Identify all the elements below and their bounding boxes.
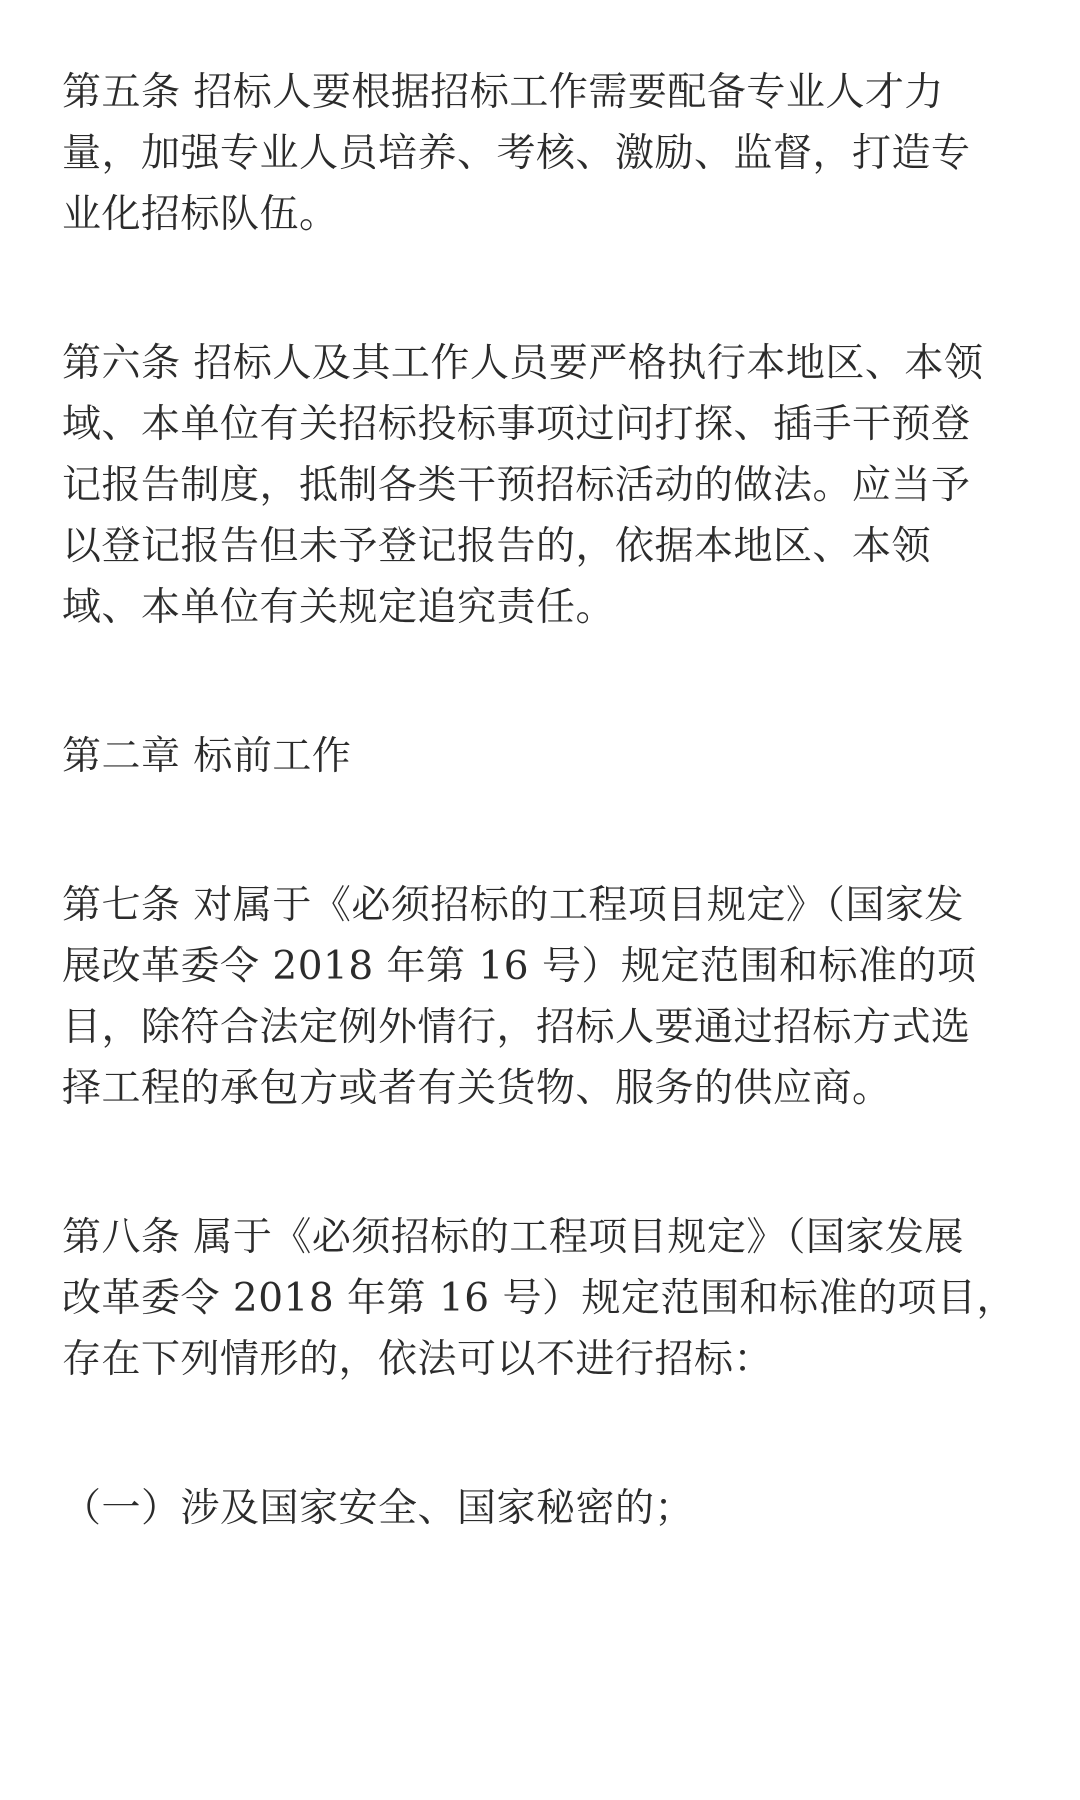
article-7-line-3: 目，除符合法定例外情行，招标人要通过招标方式选 — [62, 1005, 971, 1050]
article-5 — [62, 62, 1022, 245]
chapter-2-heading — [62, 726, 1022, 787]
article-8-line-2: 改革委令 2018 年第 16 号）规定范围和标准的项目， — [62, 1276, 1016, 1321]
item-1-text: （一）涉及国家安全、国家秘密的； — [62, 1486, 695, 1531]
item-1 — [62, 1478, 1022, 1539]
article-7 — [62, 875, 1022, 1119]
article-5-line-3: 业化招标队伍。 — [62, 192, 339, 237]
chapter-2-title: 第二章 标前工作 — [62, 734, 352, 779]
article-6 — [62, 333, 1022, 638]
article-7-line-1: 第七条 对属于《必须招标的工程项目规定》（国家发 — [62, 883, 964, 928]
article-6-line-1: 第六条 招标人及其工作人员要严格执行本地区、本领 — [62, 341, 984, 386]
article-7-line-2: 展改革委令 2018 年第 16 号）规定范围和标准的项 — [62, 944, 977, 989]
article-6-line-2: 域、本单位有关招标投标事项过问打探、插手干预登 — [62, 402, 971, 447]
article-6-line-3: 记报告制度，抵制各类干预招标活动的做法。应当予 — [62, 463, 971, 508]
article-5-line-1: 第五条 招标人要根据招标工作需要配备专业人才力 — [62, 70, 944, 115]
article-8 — [62, 1207, 1022, 1390]
article-5-line-2: 量，加强专业人员培养、考核、激励、监督，打造专 — [62, 131, 971, 176]
article-6-line-4: 以登记报告但未予登记报告的，依据本地区、本领 — [62, 524, 932, 569]
article-8-line-3: 存在下列情形的，依法可以不进行招标： — [62, 1337, 774, 1382]
article-6-line-5: 域、本单位有关规定追究责任。 — [62, 585, 616, 630]
article-7-line-4: 择工程的承包方或者有关货物、服务的供应商。 — [62, 1066, 892, 1111]
article-8-line-1: 第八条 属于《必须招标的工程项目规定》（国家发展 — [62, 1215, 964, 1260]
